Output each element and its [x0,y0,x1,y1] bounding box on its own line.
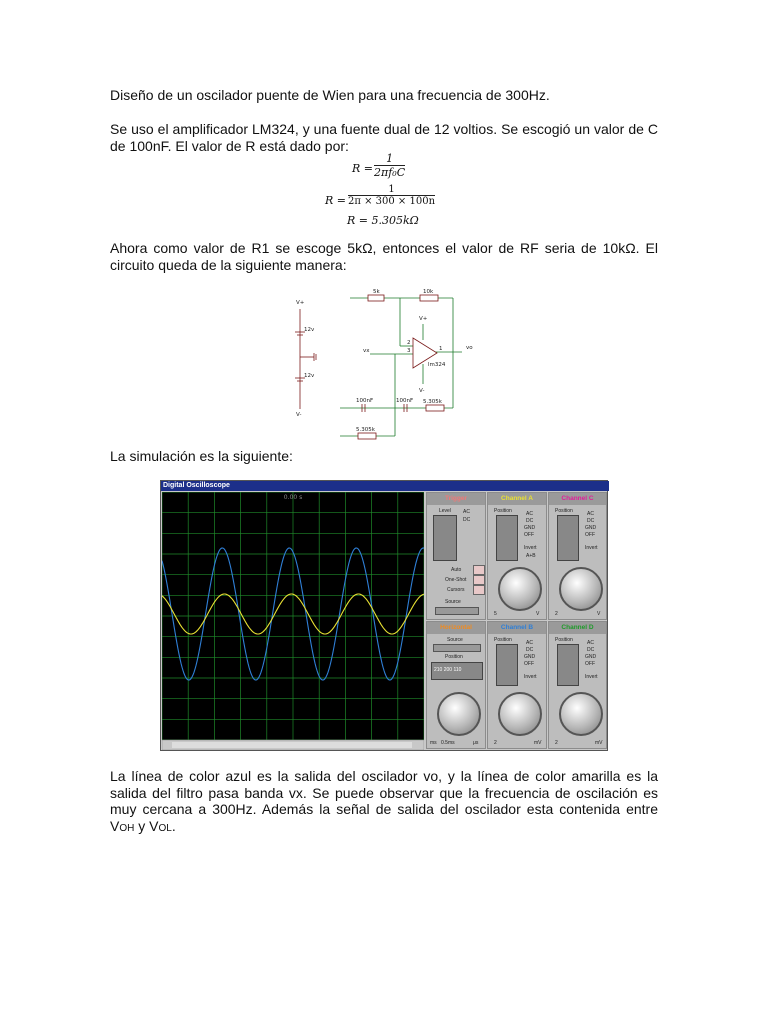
channel-c-volt-value: 2 [555,611,558,617]
opamp-vminus-label: V- [419,388,425,394]
channel-c-position-slider[interactable] [557,515,579,561]
trigger-level-label: Level [439,508,451,514]
channel-d-unit: mV [595,740,603,746]
channel-b-unit: mV [534,740,542,746]
channel-b-invert: Invert [524,674,537,680]
horizontal-source-label: Source [447,637,463,643]
horizontal-position-values: 210 200 110 [434,667,462,673]
trigger-oneshot-button[interactable] [473,575,485,585]
channel-d-gnd: GND [585,654,597,660]
opamp-pin3-label: 3 [407,348,411,354]
horizontal-time-knob[interactable] [437,692,481,736]
formula-line1-fraction [374,152,405,179]
channel-d-volts-knob[interactable] [559,692,603,736]
channel-a-dc: DC [526,518,534,524]
channel-a-gnd: GND [524,525,536,531]
resistor-10k-label: 10k [423,289,434,295]
paragraph-4-text: La simulación es la siguiente: [110,448,293,464]
supply-vminus-label: V- [296,412,302,418]
channel-d-position-label: Position [555,637,573,643]
trigger-cursors-label: Cursors [447,587,465,593]
channel-d-volt-value: 2 [555,740,558,746]
opamp-pin2-label: 2 [407,340,411,346]
voh-subscript: OH [119,822,135,834]
channel-b-header: Channel B [488,622,546,634]
opamp-vplus-label: V+ [419,316,428,322]
paragraph-2-text: Se uso el amplificador LM324, y una fuente dual de 12 voltios. Se escogió un valor de C de 100nF. El valor de R está dado por: [110,121,658,154]
formula-line1-num: 1 [374,152,405,166]
paragraph-conclusion [110,768,658,837]
paragraph-circuit-intro [110,240,658,273]
horizontal-ms-unit: ms [430,740,437,746]
channel-b-position-slider[interactable] [496,644,518,686]
paragraph-title [110,87,658,104]
horizontal-panel [426,621,486,749]
oscilloscope-title-bar [161,481,609,491]
trigger-ac-label: AC [463,509,470,515]
channel-d-off: OFF [585,661,595,667]
channel-a-volts-knob[interactable] [498,567,542,611]
resistor-5305k-b-label: 5.305k [356,427,375,433]
oscilloscope-title: Digital Oscilloscope [163,482,230,489]
paragraph-3-text: Ahora como valor de R1 se escoge 5kΩ, entonces el valor de RF seria de 10kΩ. El circuito queda de la siguiente manera: [110,240,658,273]
capacitor-1-label: 100nF [356,398,374,404]
channel-c-header: Channel C [549,493,606,505]
supply-vplus-label: V+ [296,300,305,306]
channel-d-panel [548,621,607,749]
paragraph-simulation [110,448,658,465]
screen-time-readout: 0.00 s [283,494,303,501]
channel-a-invert: Invert [524,545,537,551]
channel-c-ac: AC [587,511,594,517]
opamp-label: lm324 [428,362,446,368]
trigger-panel [426,492,486,620]
formula-line2-den: 2π × 300 × 100n [348,196,436,207]
channel-d-position-slider[interactable] [557,644,579,686]
trigger-oneshot-label: One-Shot [445,577,467,583]
channel-c-unit: V [597,611,601,617]
channel-c-dc: DC [587,518,595,524]
opamp-pin1-label: 1 [439,346,443,352]
vol-subscript: OL [158,822,172,834]
paragraph-1-text: Diseño de un oscilador puente de Wien para una frecuencia de 300Hz. [110,87,550,103]
channel-b-dc: DC [526,647,534,653]
channel-a-volt-value: 5 [494,611,497,617]
channel-c-volts-knob[interactable] [559,567,603,611]
paragraph-5-mid: y V [134,817,159,834]
trigger-dc-label: DC [463,517,471,523]
trigger-source-selector[interactable] [435,607,479,615]
trigger-auto-label: Auto [451,567,462,573]
channel-b-off: OFF [524,661,534,667]
oscilloscope-screen [162,492,424,750]
vo-label: vo [466,345,473,351]
supply-12v-top-label: 12v [304,327,315,333]
channel-d-header: Channel D [549,622,606,634]
horizontal-time-value: 0.5ms [441,740,455,746]
channel-c-gnd: GND [585,525,597,531]
channel-b-position-label: Position [494,637,512,643]
channel-a-ac: AC [526,511,533,517]
trigger-auto-button[interactable] [473,565,485,575]
capacitor-2-label: 100nF [396,398,414,404]
channel-a-ab: A+B [526,553,536,559]
supply-12v-bottom-label: 12v [304,373,315,379]
channel-a-header: Channel A [488,493,546,505]
vx-label: vx [363,348,370,354]
horizontal-position-label: Position [445,654,463,660]
resistor-5305k-a-label: 5.305k [423,399,442,405]
channel-b-gnd: GND [524,654,536,660]
trigger-level-slider[interactable] [433,515,457,561]
channel-b-volts-knob[interactable] [498,692,542,736]
paragraph-5-text: La línea de color azul es la salida del oscilador vo, y la línea de color amarilla es la salida del filtro pasa banda vx. Se puede observar que la frecuencia de oscilación es muy cercana a 300Hz. Además la señal de salida del oscilador esta contenida entre V [110,768,658,834]
channel-a-off: OFF [524,532,534,538]
channel-d-ac: AC [587,640,594,646]
horizontal-header: Horizontal [427,622,485,634]
channel-a-position-slider[interactable] [496,515,518,561]
channel-a-panel [487,492,547,620]
scrollbar-thumb[interactable] [172,742,412,748]
horizontal-us-unit: μs [473,740,479,746]
resistance-formula [322,152,462,228]
trigger-header: Trigger [427,493,485,505]
paragraph-5-end: . [171,817,176,834]
channel-a-position-label: Position [494,508,512,514]
channel-b-ac: AC [526,640,533,646]
channel-b-volt-value: 2 [494,740,497,746]
channel-c-panel [548,492,607,620]
formula-line1-lhs: R = [352,162,373,175]
channel-a-unit: V [536,611,540,617]
horizontal-source-selector[interactable] [433,644,481,652]
formula-line1-den: 2πf₀C [374,166,406,179]
wien-bridge-circuit-diagram [290,284,480,444]
formula-line2-lhs: R = [325,194,346,207]
channel-d-invert: Invert [585,674,598,680]
formula-line3: R = 5.305kΩ [347,214,419,227]
channel-c-off: OFF [585,532,595,538]
channel-c-invert: Invert [585,545,598,551]
resistor-5k-label: 5k [373,289,380,295]
paragraph-intro [110,121,658,154]
channel-c-position-label: Position [555,508,573,514]
channel-d-dc: DC [587,647,595,653]
trigger-cursors-button[interactable] [473,585,485,595]
channel-b-panel [487,621,547,749]
formula-line2-num: 1 [348,184,435,196]
trigger-source-label: Source [445,599,461,605]
oscilloscope-window [160,480,608,751]
formula-line2-fraction [348,184,435,207]
